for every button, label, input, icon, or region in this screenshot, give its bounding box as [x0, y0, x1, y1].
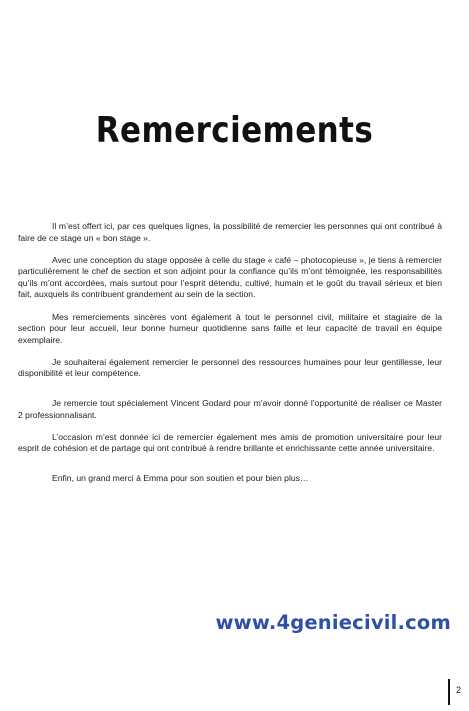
- page-number: 2: [448, 679, 461, 705]
- acknowledgements-body: [18, 221, 442, 495]
- paragraph-5: Je remercie tout spécialement Vincent Godard pour m’avoir donné l’opportunité de réaliser ce Master 2 professionnalisant.: [18, 398, 442, 420]
- page-title: Remerciements: [95, 110, 374, 151]
- website-watermark: www.4geniecivil.com: [215, 611, 451, 634]
- paragraph-1: Il m’est offert ici, par ces quelques lignes, la possibilité de remercier les personnes qui ont contribué à faire de ce stage un « bon stage ».: [18, 221, 442, 243]
- paragraph-2: Avec une conception du stage opposée à celle du stage « café – photocopieuse », je tiens à remercier particulièrement le chef de section et son adjoint pour la confiance qu’ils m’ont témoignée, les responsabilités qu’ils m’ont accordées, mais surtout pour l’esprit détendu, cultivé, humain et le goût du travail sérieux et bien fait, auxquels ils contribuent grandement au sein de la section.: [18, 254, 442, 300]
- paragraph-4: Je souhaiterai également remercier le personnel des ressources humaines pour leur gentillesse, leur disponibilité et leur compétence.: [18, 356, 442, 379]
- paragraph-3: Mes remerciements sincères vont également à tout le personnel civil, militaire et stagiaire de la section pour leur accueil, leur bonne humeur quotidienne sans faille et leur capacité de travail en équipe exemplaire.: [18, 311, 442, 345]
- paragraph-7: Enfin, un grand merci à Emma pour son soutien et pour bien plus…: [52, 472, 309, 483]
- paragraph-6: L’occasion m’est donnée ici de remercier également mes amis de promotion universitaire pour leur esprit de cohésion et de partage qui ont contribué à rendre brillante et enrichissante cette année universitaire.: [18, 431, 442, 454]
